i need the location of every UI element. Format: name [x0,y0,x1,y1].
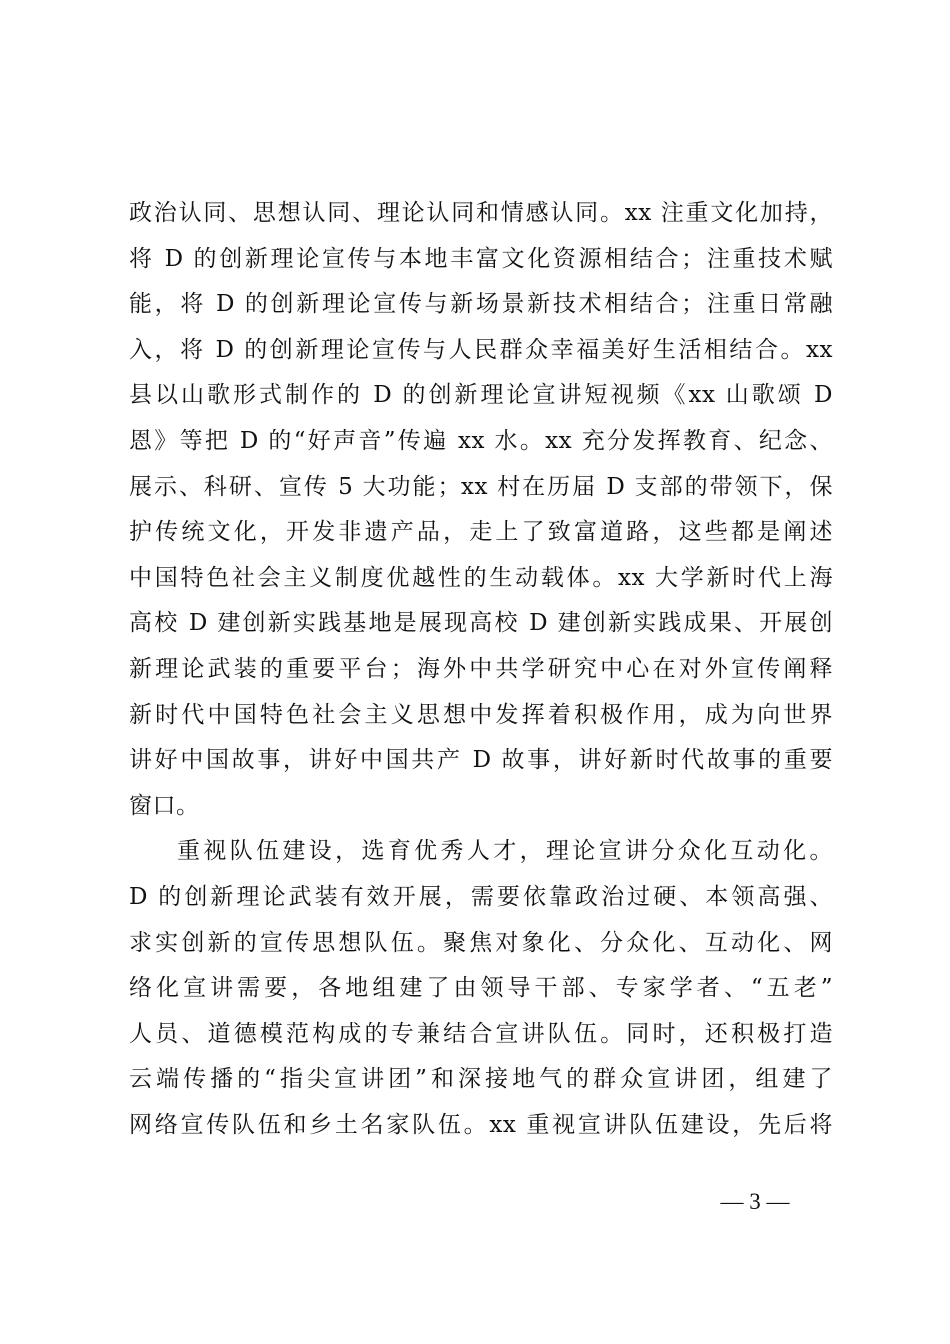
text-line: 新理论武装的重要平台；海外中共学研究中心在对外宣传阐释 [129,655,833,682]
paragraph-2 [129,829,833,1148]
text-line: 护传统文化，开发非遗产品，走上了致富道路，这些都是阐述 [129,519,833,546]
text-line: 高校 D 建创新实践基地是展现高校 D 建创新实践成果、开展创 [129,610,833,637]
text-line: 重视队伍建设，选育优秀人才，理论宣讲分众化互动化。 [177,838,833,865]
text-line: 政治认同、思想认同、理论认同和情感认同。xx 注重文化加持， [129,200,833,226]
text-line: 县以山歌形式制作的 D 的创新理论宣讲短视频《xx 山歌颂 D [129,382,833,409]
text-line: 入，将 D 的创新理论宣传与人民群众幸福美好生活相结合。xx [129,336,833,363]
paragraph-1 [129,191,833,829]
text-line: 能，将 D 的创新理论宣传与新场景新技术相结合；注重日常融 [129,291,833,318]
text-line: 将 D 的创新理论宣传与本地丰富文化资源相结合；注重技术赋 [129,245,833,272]
text-line: 讲好中国故事，讲好中国共产 D 故事，讲好新时代故事的重要 [129,747,833,774]
text-line: 展示、科研、宣传 5 大功能；xx 村在历届 D 支部的带领下，保 [129,473,833,500]
text-line: 络化宣讲需要，各地组建了由领导干部、专家学者、“五老” [129,975,833,1002]
text-line: 网络宣传队伍和乡土名家队伍。xx 重视宣讲队伍建设，先后将 [129,1111,833,1138]
text-line: 恩》等把 D 的“好声音”传遍 xx 水。xx 充分发挥教育、纪念、 [129,427,833,454]
text-line: 求实创新的宣传思想队伍。聚焦对象化、分众化、互动化、网 [129,929,833,956]
page-number: — 3 — [720,1189,790,1214]
text-line: 中国特色社会主义制度优越性的生动载体。xx 大学新时代上海 [129,564,833,591]
text-line: 云端传播的“指尖宣讲团”和深接地气的群众宣讲团，组建了 [129,1066,833,1093]
text-line: 人员、道德模范构成的专兼结合宣讲队伍。同时，还积极打造 [129,1020,833,1047]
text-line: D 的创新理论武装有效开展，需要依靠政治过硬、本领高强、 [129,883,833,910]
text-line: 窗口。 [129,792,200,819]
body-text [129,191,833,1148]
text-line: 新时代中国特色社会主义思想中发挥着积极作用，成为向世界 [129,701,833,728]
